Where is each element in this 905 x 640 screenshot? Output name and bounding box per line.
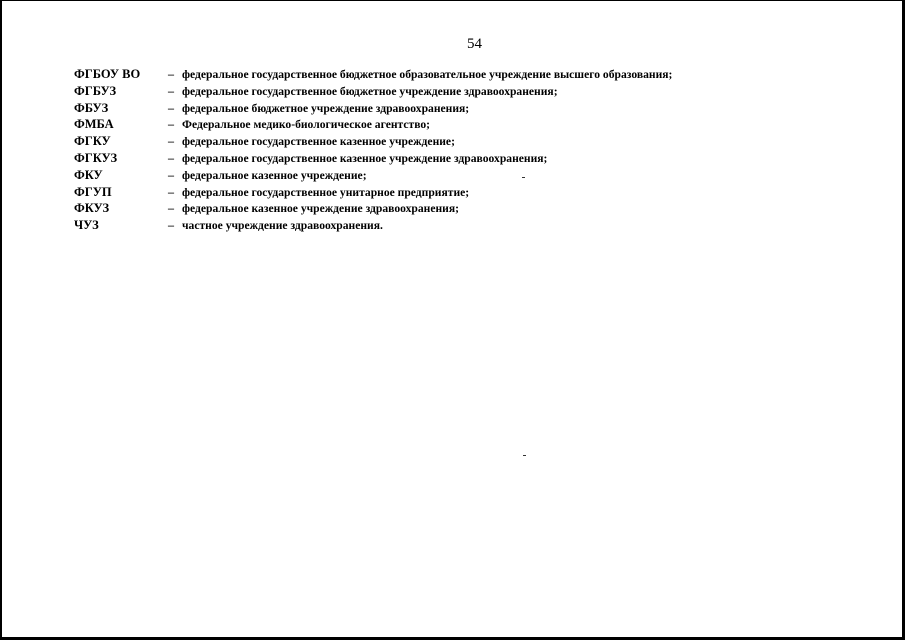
abbreviation-term: ФГКУ [74, 134, 111, 149]
abbreviation-dash: – [168, 150, 174, 165]
abbreviation-definition: федеральное государственное бюджетное учреждение здравоохранения; [182, 84, 558, 98]
abbreviation-row [74, 218, 672, 235]
scan-speck [522, 177, 525, 178]
abbreviation-row [74, 117, 672, 134]
abbreviation-dash: – [168, 134, 174, 149]
abbreviation-term: ФГУП [74, 184, 112, 199]
abbreviation-row [74, 134, 672, 151]
abbreviation-definition: федеральное государственное унитарное предприятие; [182, 185, 470, 199]
abbreviation-row [74, 151, 672, 168]
abbreviation-row [74, 168, 672, 185]
abbreviation-definition: Федеральное медико-биологическое агентство; [182, 118, 431, 132]
abbreviation-definition: федеральное государственное казенное учреждение здравоохранения; [182, 151, 548, 165]
abbreviation-dash: – [168, 201, 174, 216]
abbreviation-term: ФМБА [74, 117, 114, 132]
abbreviation-row [74, 67, 672, 84]
abbreviation-row [74, 201, 672, 218]
abbreviation-term: ЧУЗ [74, 218, 99, 233]
abbreviation-dash: – [168, 117, 174, 132]
abbreviation-definition: федеральное государственное казенное учреждение; [182, 135, 455, 149]
scan-speck [523, 455, 526, 456]
abbreviation-dash: – [168, 100, 174, 115]
abbreviation-definition: федеральное бюджетное учреждение здравоохранения; [182, 101, 470, 115]
abbreviation-dash: – [168, 83, 174, 98]
abbreviation-row [74, 84, 672, 101]
abbreviation-definition: федеральное казенное учреждение; [182, 168, 367, 182]
abbreviation-list [74, 67, 672, 235]
abbreviation-row [74, 185, 672, 202]
abbreviation-term: ФГБУЗ [74, 83, 117, 98]
abbreviation-row [74, 101, 672, 118]
abbreviation-term: ФКУ [74, 167, 103, 182]
page-number: 54 [467, 36, 482, 52]
abbreviation-definition: федеральное государственное бюджетное образовательное учреждение высшего образования; [182, 68, 673, 81]
abbreviation-dash: – [168, 218, 174, 233]
abbreviation-definition: федеральное казенное учреждение здравоохранения; [182, 202, 459, 216]
abbreviation-term: ФГКУЗ [74, 150, 118, 165]
abbreviation-dash: – [168, 184, 174, 199]
abbreviation-term: ФБУЗ [74, 100, 109, 115]
abbreviation-term: ФКУЗ [74, 201, 110, 216]
abbreviation-dash: – [168, 167, 174, 182]
abbreviation-term: ФГБОУ ВО [74, 67, 141, 81]
abbreviation-definition: частное учреждение здравоохранения. [182, 219, 383, 233]
abbreviation-dash: – [168, 67, 174, 81]
